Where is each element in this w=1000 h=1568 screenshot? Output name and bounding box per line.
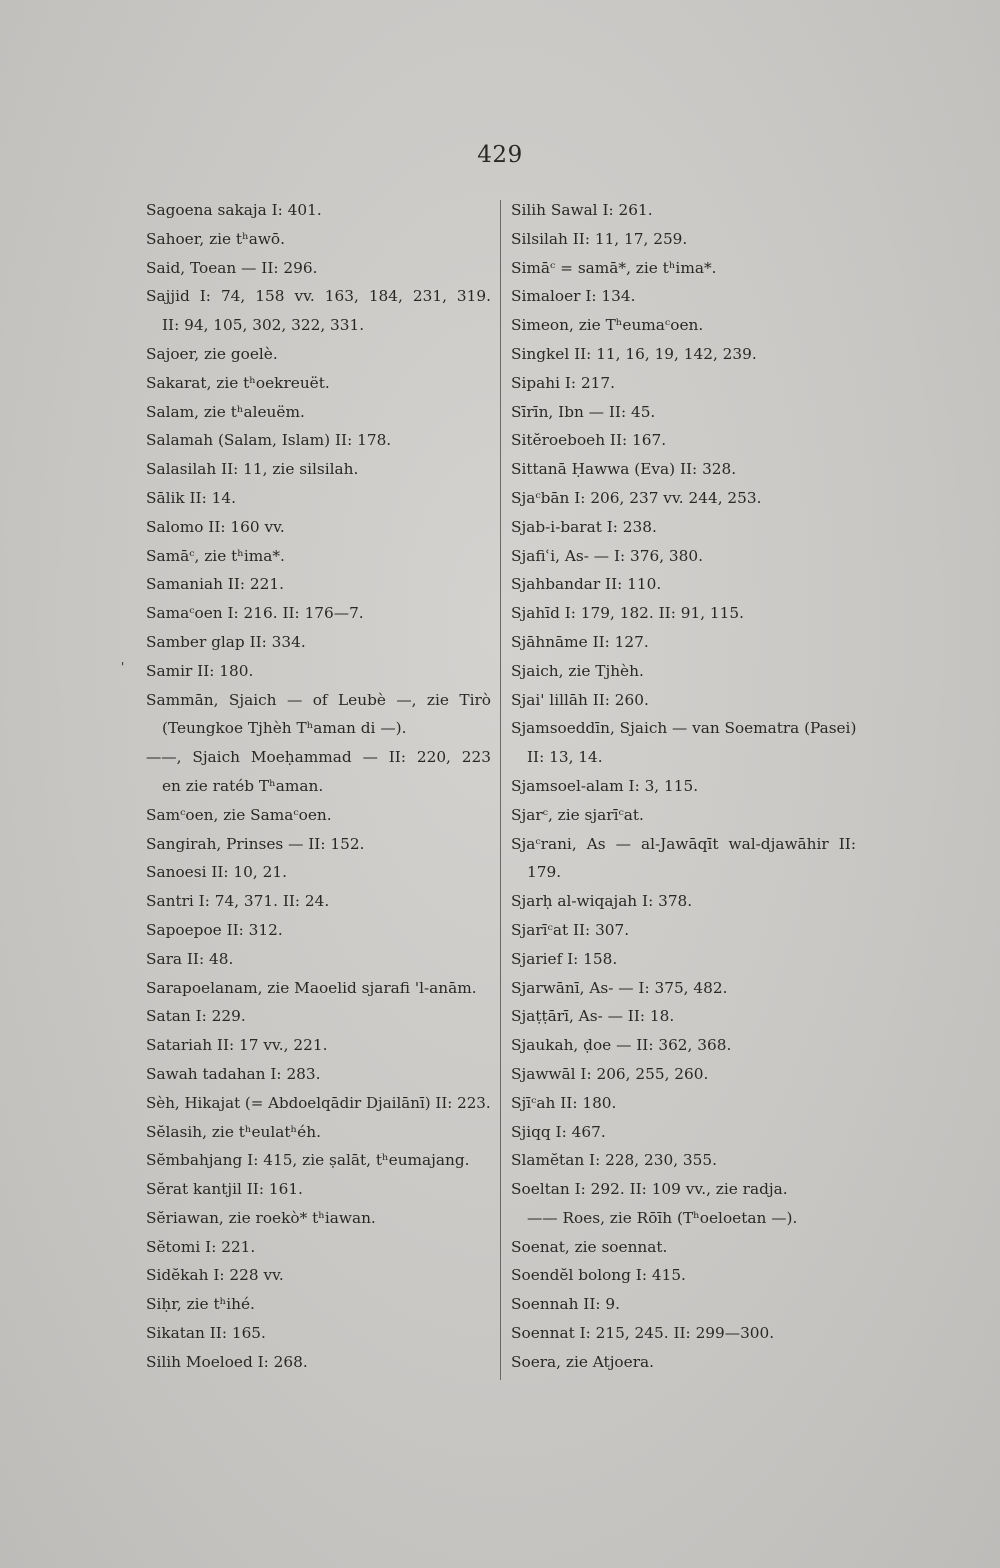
margin-mark: ' — [121, 660, 125, 674]
index-entry: Soennat I: 215, 245. II: 299—300. — [511, 1324, 775, 1343]
index-entry: Samber glap II: 334. — [146, 632, 306, 651]
index-entry: Santri I: 74, 371. II: 24. — [146, 892, 330, 911]
index-entry: Samāᶜ, zie tʰima*. — [146, 546, 285, 565]
index-entry: Sara II: 48. — [146, 949, 234, 968]
index-entry: Simeon, zie Tʰeumaᶜoen. — [511, 316, 704, 335]
index-entry: Sjarief I: 158. — [511, 949, 618, 968]
index-entry: Sjab-i-barat I: 238. — [511, 517, 657, 536]
index-entry: Silsilah II: 11, 17, 259. — [511, 229, 688, 248]
index-entry: Sjahbandar II: 110. — [511, 575, 662, 594]
index-entry: Sĕriawan, zie roekò* tʰiawan. — [146, 1208, 376, 1227]
page-number: 429 — [477, 142, 523, 168]
index-entry: Soendĕl bolong I: 415. — [511, 1266, 686, 1285]
index-entry: Sjarīᶜat II: 307. — [511, 920, 630, 939]
index-entry: Sammān, Sjaich — of Leubè —, zie Tirò — [146, 690, 491, 709]
index-entry: Samᶜoen, zie Samaᶜoen. — [146, 805, 332, 824]
index-entry: Salam, zie tʰaleuëm. — [146, 402, 305, 421]
index-entry: 179. — [527, 863, 562, 882]
index-entry: Sikatan II: 165. — [146, 1324, 266, 1343]
index-entry: Sīrīn, Ibn — II: 45. — [511, 402, 656, 421]
index-entry: Sjaᶜbān I: 206, 237 vv. 244, 253. — [511, 488, 762, 507]
index-entry: Soenat, zie soennat. — [511, 1237, 668, 1256]
index-entry: Salamah (Salam, Islam) II: 178. — [146, 431, 392, 450]
index-entry: Simaloer I: 134. — [511, 287, 636, 306]
index-entry: Sjahīd I: 179, 182. II: 91, 115. — [511, 604, 744, 623]
index-entry: Sjaich, zie Tjhèh. — [511, 661, 644, 680]
index-entry: Sagoena sakaja I: 401. — [146, 201, 322, 219]
index-entry: II: 13, 14. — [527, 748, 603, 767]
index-entry: Sjaᶜrani, As — al-Jawāqīt wal-djawāhir II: — [511, 834, 856, 853]
index-entry: Sĕrat kantjil II: 161. — [146, 1180, 303, 1199]
index-entry: Sitĕroeboeh II: 167. — [511, 431, 667, 450]
index-entry: Sĕlasih, zie tʰeulatʰéh. — [146, 1122, 321, 1141]
index-entry: Samir II: 180. — [146, 661, 254, 680]
index-entry: Sjamsoeddīn, Sjaich — van Soematra (Pasei) — [511, 719, 857, 738]
index-entry: Soera, zie Atjoera. — [511, 1352, 654, 1371]
index-entry: Sanoesi II: 10, 21. — [146, 863, 287, 882]
index-entry: Sjafiʿi, As- — I: 376, 380. — [511, 546, 703, 565]
index-entry: Sjarwānī, As- — I: 375, 482. — [511, 978, 728, 997]
index-entry: Satariah II: 17 vv., 221. — [146, 1036, 328, 1055]
index-entry: Slamĕtan I: 228, 230, 355. — [511, 1151, 717, 1170]
index-entry: Soeltan I: 292. II: 109 vv., zie radja. — [511, 1180, 788, 1199]
index-entry: Sittanā Ḥawwa (Eva) II: 328. — [511, 460, 737, 479]
index-entry: Singkel II: 11, 16, 19, 142, 239. — [511, 344, 757, 363]
index-entry: Sèh, Hikajat (= Abdoelqādir Djailānī) II: 223. — [146, 1093, 491, 1112]
index-entry: Sĕtomi I: 221. — [146, 1237, 256, 1256]
index-entry: Sapoepoe II: 312. — [146, 920, 283, 939]
index-entry: Samaᶜoen I: 216. II: 176—7. — [146, 604, 364, 623]
index-entry: Siḥr, zie tʰihé. — [146, 1295, 255, 1314]
index-entry: Sjarᶜ, zie sjarīᶜat. — [511, 805, 644, 824]
left-index-column — [146, 196, 491, 1377]
column-divider — [500, 200, 501, 1380]
index-entry: Sjāhnāme II: 127. — [511, 632, 649, 651]
index-entry: Sahoer, zie tʰawō. — [146, 229, 285, 248]
index-entry: en zie ratéb Tʰaman. — [162, 776, 324, 795]
index-entry: Sjamsoel-alam I: 3, 115. — [511, 776, 699, 795]
index-entry: Satan I: 229. — [146, 1007, 246, 1026]
index-entry: II: 94, 105, 302, 322, 331. — [162, 316, 365, 335]
index-entry: Sawah tadahan I: 283. — [146, 1064, 321, 1083]
index-entry: Silih Sawal I: 261. — [511, 201, 653, 219]
index-entry: Sipahi I: 217. — [511, 373, 616, 392]
index-entry: Sjaṭṭārī, As- — II: 18. — [511, 1007, 675, 1026]
index-entry: Sakarat, zie tʰoekreuët. — [146, 373, 330, 392]
index-entry: Sjaukah, ḍoe — II: 362, 368. — [511, 1036, 732, 1055]
index-entry: Sarapoelanam, zie Maoelid sjarafi 'l-anām. — [146, 978, 477, 997]
index-entry: Simāᶜ = samā*, zie tʰima*. — [511, 258, 717, 277]
index-entry: Sjai' lillāh II: 260. — [511, 690, 649, 709]
index-entry: Sangirah, Prinses — II: 152. — [146, 834, 365, 853]
right-index-column — [511, 196, 856, 1377]
index-entry: Sjarḥ al-wiqajah I: 378. — [511, 892, 693, 911]
index-entry: Sjīᶜah II: 180. — [511, 1093, 617, 1112]
index-entry: Sālik II: 14. — [146, 488, 236, 507]
index-entry: Said, Toean — II: 296. — [146, 258, 318, 277]
index-entry: Sidĕkah I: 228 vv. — [146, 1266, 284, 1285]
index-entry: Sĕmbahjang I: 415, zie ṣalāt, tʰeumajang. — [146, 1151, 470, 1170]
index-entry: (Teungkoe Tjhèh Tʰaman di —). — [162, 719, 407, 738]
index-entry: Soennah II: 9. — [511, 1295, 620, 1314]
index-entry: Salasilah II: 11, zie silsilah. — [146, 460, 359, 479]
index-entry: Silih Moeloed I: 268. — [146, 1352, 308, 1371]
index-entry: ——, Sjaich Moeḥammad — II: 220, 223 — [146, 748, 491, 767]
index-entry: Sajoer, zie goelè. — [146, 344, 278, 363]
index-entry: Salomo II: 160 vv. — [146, 517, 285, 536]
index-entry: Sajjid I: 74, 158 vv. 163, 184, 231, 319. — [146, 287, 491, 306]
index-entry: —— Roes, zie Rōīh (Tʰoeloetan —). — [527, 1208, 798, 1227]
index-entry: Sjiqq I: 467. — [511, 1122, 606, 1141]
index-entry: Samaniah II: 221. — [146, 575, 284, 594]
index-entry: Sjawwāl I: 206, 255, 260. — [511, 1064, 709, 1083]
